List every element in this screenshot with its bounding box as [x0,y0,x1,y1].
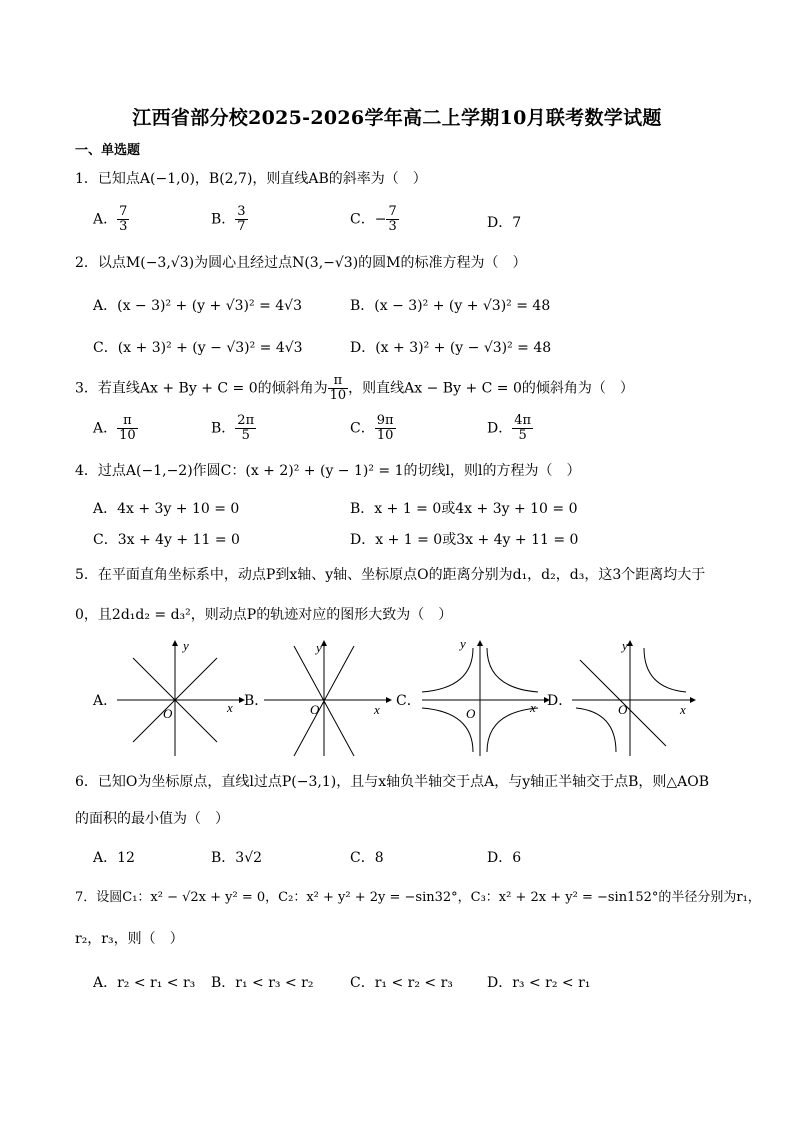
svg-text:O: O [163,706,173,721]
q5-graph-d [570,638,700,758]
q5-option-d: D． [547,693,573,709]
q3-option-c: C． $\frac{9\pi}{10}$ [350,413,394,443]
q6-option-b: B．3√2 [211,850,263,866]
page-title: 江西省部分校2025-2026学年高二上学期10月联考数学试题 [132,107,662,129]
q3-option-d: D． $\frac{4\pi}{5}$ [487,413,532,443]
svg-text:x: x [530,700,536,715]
q4-option-d: D．x + 1 = 0或3x + 4y + 11 = 0 [350,532,579,548]
question-2: 2．以点M(−3,√3)为圆心且经过点N(3,−√3)的圆M的标准方程为（ ） [75,255,527,271]
q1-option-a: A． $\frac{7}{3}$ [93,204,128,234]
svg-text:y: y [460,638,466,651]
q5-graph-b [262,638,392,758]
q2-option-c: C．(x + 3)² + (y − √3)² = 4√3 [93,340,303,356]
q2-option-d: D．(x + 3)² + (y − √3)² = 48 [350,340,552,356]
q4-option-b: B．x + 1 = 0或4x + 3y + 10 = 0 [350,501,578,517]
q6-option-a: A．12 [93,850,135,866]
q2-option-a: A．(x − 3)² + (y + √3)² = 4√3 [93,298,302,314]
q7-option-b: B．r₁ < r₃ < r₂ [211,975,314,991]
q1-option-c: C．− $\frac{7}{3}$ [350,204,397,234]
question-7-line-2: r₂，r₃，则（ ） [75,931,184,947]
svg-text:O: O [466,706,476,721]
question-3: 3．若直线Ax + By + C = 0的倾斜角为 $\frac{\pi}{10}$ ，则直线Ax − By + C = 0的倾斜角为（ ） [75,373,634,403]
question-1: 1．已知点A(−1,0)，B(2,7)，则直线AB的斜率为（ ） [75,171,427,187]
q3-option-b: B． $\frac{2\pi}{5}$ [211,413,255,443]
q1-option-d: D．7 [487,215,522,231]
q5-option-a: A． [93,693,118,709]
question-6-line-2: 的面积的最小值为（ ） [75,811,229,827]
q4-option-c: C．3x + 4y + 11 = 0 [93,532,240,548]
question-6-line-1: 6．已知O为坐标原点，直线l过点P(−3,1)，且与x轴负半轴交于点A，与y轴正半轴交于点B，则△AOB [75,774,710,790]
svg-text:y: y [183,638,189,653]
q7-option-c: C．r₁ < r₂ < r₃ [350,975,453,991]
q1-option-b: B． $\frac{3}{7}$ [211,204,246,234]
section-heading: 一、单选题 [75,143,141,158]
q5-option-b: B． [244,693,269,709]
q5-graph-c [420,638,550,758]
question-5-line-2: 0，且2d₁d₂ = d₃²，则动点P的轨迹对应的图形大致为（ ） [75,607,453,623]
svg-text:y: y [622,638,628,653]
svg-text:x: x [227,700,233,715]
svg-text:O: O [618,702,628,717]
svg-text:x: x [374,702,380,717]
q5-option-c: C． [396,693,421,709]
q5-graph-a [115,638,245,758]
q3-option-a: A． $\frac{\pi}{10}$ [93,413,136,443]
q7-option-a: A．r₂ < r₁ < r₃ [93,975,196,991]
q6-option-c: C．8 [350,850,384,866]
q4-option-a: A．4x + 3y + 10 = 0 [93,501,240,517]
svg-text:x: x [680,702,686,717]
q7-option-d: D．r₃ < r₂ < r₁ [487,975,591,991]
question-5-line-1: 5．在平面直角坐标系中，动点P到x轴、y轴、坐标原点O的距离分别为d₁，d₂，d₃，这3个距离均大于 [75,567,706,583]
svg-text:y: y [316,640,322,655]
svg-text:O: O [310,702,320,717]
q2-option-b: B．(x − 3)² + (y + √3)² = 48 [350,298,551,314]
q6-option-d: D．6 [487,850,522,866]
question-7-line-1: 7．设圆C₁：x² − √2x + y² = 0，C₂：x² + y² + 2y = −sin32°，C₃：x² + 2x + y² = −sin152°的半径分别为r₁， [75,890,761,905]
question-4: 4．过点A(−1,−2)作圆C：(x + 2)² + (y − 1)² = 1的切线l，则l的方程为（ ） [75,463,581,479]
